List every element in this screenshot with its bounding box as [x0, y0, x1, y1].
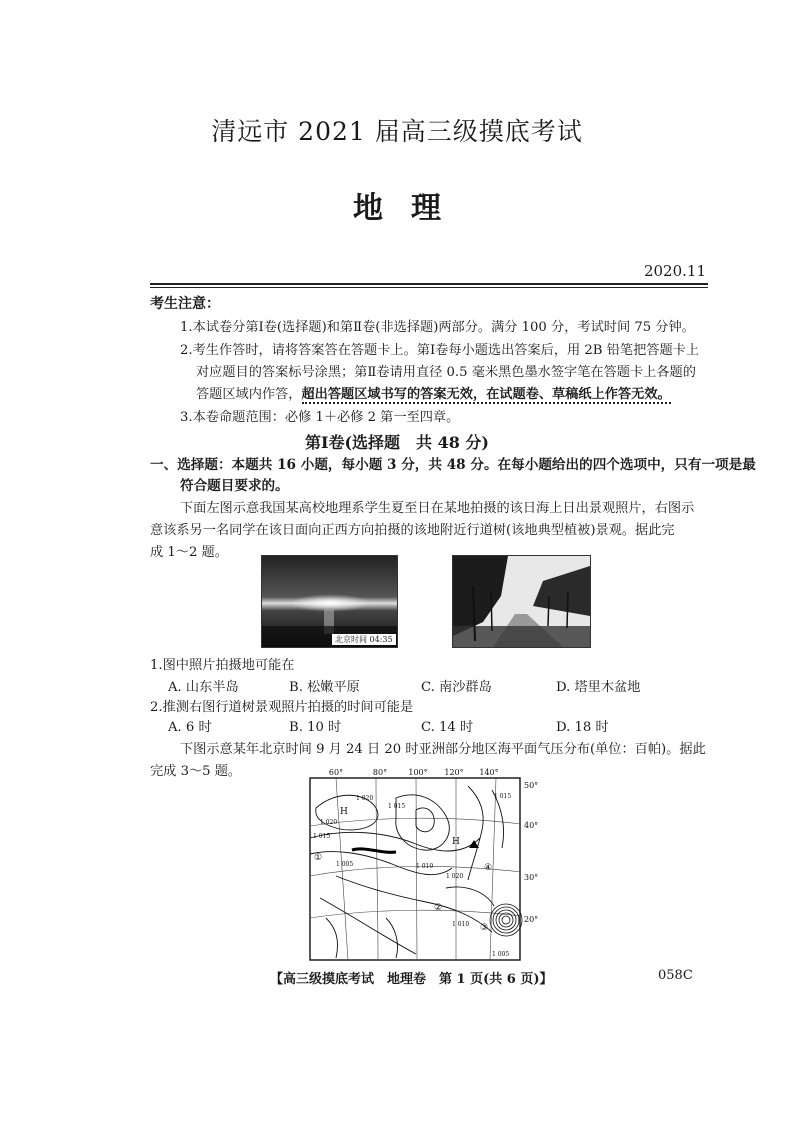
isobar-label-3: 1 005 [336, 861, 354, 868]
isobar-label-6: 1 020 [446, 873, 464, 880]
isobar-label-1: 1 015 [313, 833, 331, 840]
q1-option-d: D. 塔里木盆地 [556, 680, 641, 695]
page-footer: 【高三级摸底考试 地理卷 第 1 页(共 6 页)】 [270, 972, 553, 987]
lat-label-20: 20° [524, 915, 539, 924]
isobar-label-5: 1 015 [388, 803, 406, 810]
lat-label-50: 50° [524, 781, 539, 790]
q2-option-a: A. 6 时 [168, 720, 212, 735]
typhoon-isobars [490, 904, 522, 936]
notice-item-1: 1.本试卷分第Ⅰ卷(选择题)和第Ⅱ卷(非选择题)两部分。满分 100 分，考试时间 75 分钟。 [180, 320, 695, 335]
header-rule-thin [150, 287, 708, 288]
isobar-label-2: 1 020 [320, 819, 338, 826]
marker-1: ① [314, 853, 323, 863]
lon-label-80: 80° [372, 768, 388, 777]
passage-1-line-1: 下面左图示意我国某高校地理系学生夏至日在某地拍摄的该日海上日出景观照片，右图示 [180, 501, 695, 516]
passage-2-line-1: 下图示意某年北京时间 9 月 24 日 20 时亚洲部分地区海平面气压分布(单位：百帕)。据此 [180, 742, 706, 757]
lon-label-60: 60° [328, 768, 344, 777]
marker-3: ③ [480, 923, 489, 933]
q1-option-c: C. 南沙群岛 [421, 680, 492, 695]
lat-label-30: 30° [524, 873, 539, 882]
marker-2: ② [434, 903, 443, 913]
q2-stem: 2.推测右图行道树景观照片拍摄的时间可能是 [150, 700, 414, 715]
pressure-map-svg [296, 768, 546, 963]
header-rule-thick [150, 283, 708, 285]
notice-item-3: 3.本卷命题范围：必修 1＋必修 2 第一至四章。 [180, 410, 460, 425]
high-label-2: H [452, 837, 460, 847]
roadside-trees-image [453, 556, 590, 647]
q1-option-b: B. 松嫩平原 [289, 680, 360, 695]
section-instruction-line-2: 符合题目要求的。 [180, 478, 289, 494]
isobar-label-10: 1 020 [356, 795, 374, 802]
roadside-trees-photo [452, 555, 591, 648]
exam-date: 2020.11 [643, 262, 706, 280]
isobar-label-8: 1 005 [492, 951, 510, 958]
lon-label-120: 120° [444, 768, 464, 777]
passage-1-line-2: 意该系另一名同学在该日面向正西方向拍摄的该地附近行道树(该地典型植被)景观。据此完 [150, 523, 675, 538]
section-instruction-line-1: 一、选择题：本题共 16 小题，每小题 3 分，共 48 分。在每小题给出的四个选项中，只有一项是最 [150, 457, 756, 473]
notice-item-2-line-1: 2.考生作答时，请将答案答在答题卡上。第Ⅰ卷每小题选出答案后，用 2B 铅笔把答题卡上 [180, 343, 700, 358]
q1-stem: 1.图中照片拍摄地可能在 [150, 658, 295, 673]
notice-item-2-line-3 [196, 383, 671, 402]
notice-item-2-line-3-plain: 答题区域内作答， [196, 387, 302, 402]
notice-heading: 考生注意： [150, 296, 220, 312]
sunrise-photo-caption: 北京时间 04:35 [332, 634, 396, 645]
q2-option-d: D. 18 时 [556, 720, 609, 735]
exam-title: 清远市 2021 届高三级摸底考试 [211, 117, 583, 146]
marker-4: ④ [484, 863, 493, 873]
notice-warning: 超出答题区域书写的答案无效，在试题卷、草稿纸上作答无效。 [301, 387, 671, 402]
q1-option-a: A. 山东半岛 [168, 680, 239, 695]
passage-2-line-2: 完成 3～5 题。 [150, 764, 242, 779]
passage-1-line-3: 成 1～2 题。 [150, 545, 228, 560]
pressure-map [296, 768, 546, 963]
high-label-1: H [340, 807, 348, 817]
paper-code: 058C [658, 968, 693, 983]
lon-label-100: 100° [408, 768, 428, 777]
isobar-label-4: 1 010 [416, 863, 434, 870]
q2-option-b: B. 10 时 [289, 720, 342, 735]
isobar-label-7: 1 010 [452, 921, 470, 928]
notice-item-2-line-2: 对应题目的答案标号涂黑；第Ⅱ卷请用直径 0.5 毫米黑色墨水签字笔在答题卡上各题的 [196, 365, 696, 380]
isobar-label-9: 1 015 [494, 793, 512, 800]
lon-label-140: 140° [479, 768, 499, 777]
q2-option-c: C. 14 时 [421, 720, 474, 735]
lat-label-40: 40° [524, 821, 539, 830]
section-title: 第Ⅰ卷(选择题 共 48 分) [304, 433, 490, 452]
subject-title: 地理 [353, 191, 469, 226]
